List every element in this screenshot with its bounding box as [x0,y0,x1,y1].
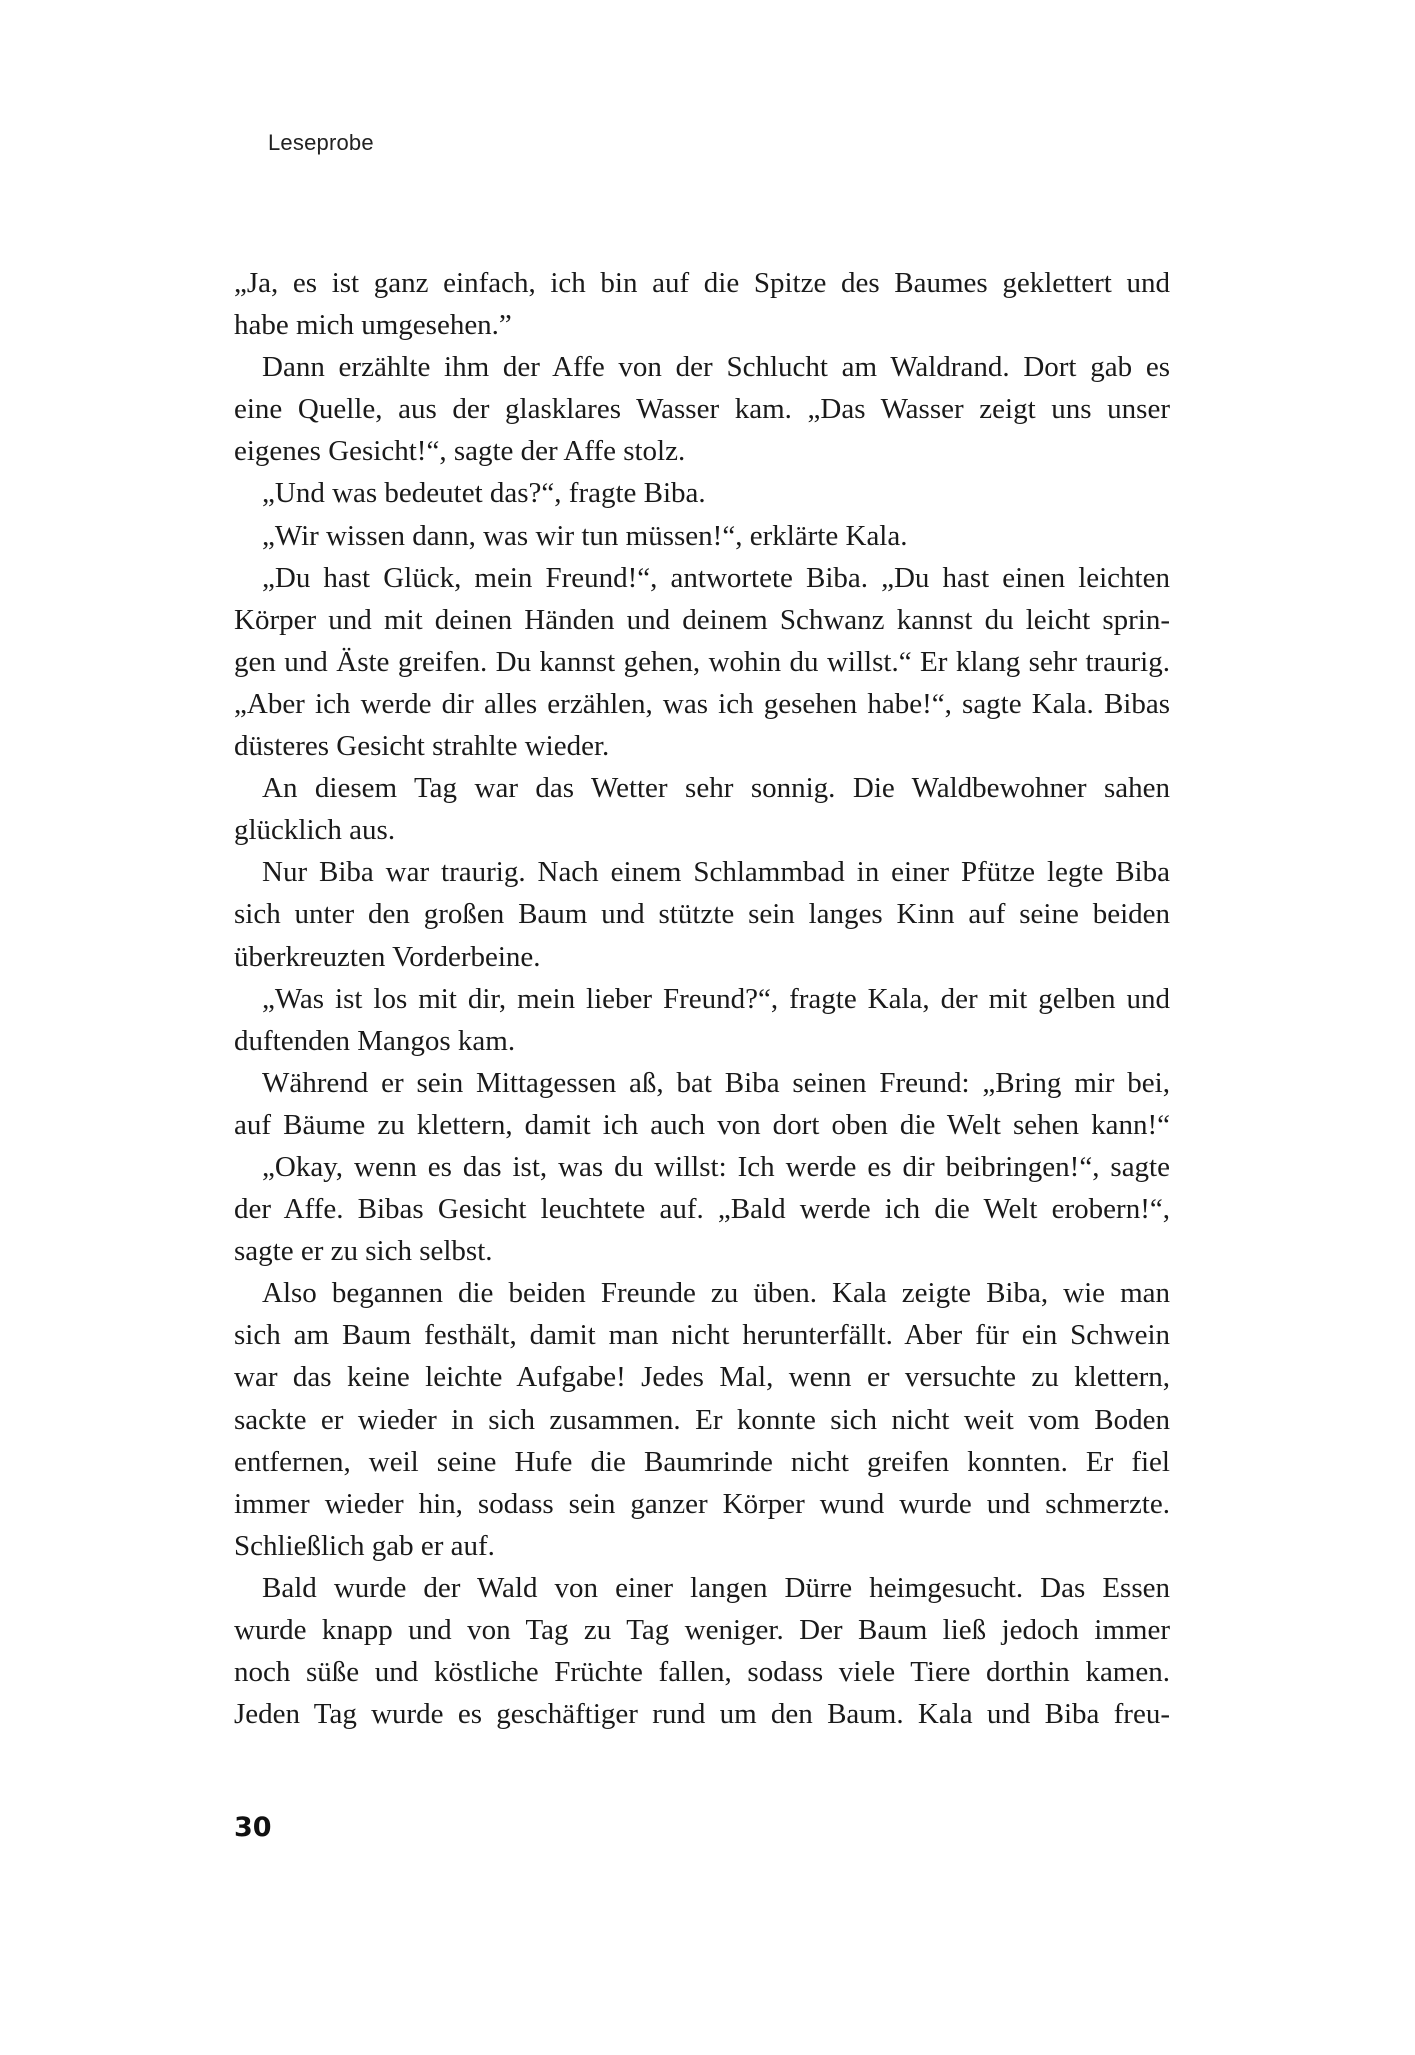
text-line: „Ja, es ist ganz einfach, ich bin auf die Spitze des Baumes geklettert und [234,267,1170,299]
text-line: Schließlich gab er auf. [234,1529,495,1562]
text-line: auf Bäume zu klettern, damit ich auch von dort oben die Welt sehen kann!“ [234,1108,1170,1141]
text-line: noch süße und köstliche Früchte fallen, sodass viele Tiere dorthin kamen. [234,1656,1170,1689]
text-line: habe mich umgesehen.” [234,309,512,342]
text-line: Also begannen die beiden Freunde zu üben. Kala zeigte Biba, wie man [262,1277,1170,1310]
text-line: Bald wurde der Wald von einer langen Dürre heimgesucht. Das Essen [262,1571,1170,1604]
text-line: glücklich aus. [234,814,396,847]
text-line: war das keine leichte Aufgabe! Jedes Mal, wenn er versuchte zu klettern, [234,1361,1170,1394]
text-line: Dann erzählte ihm der Affe von der Schlucht am Waldrand. Dort gab es [262,351,1170,384]
text-line: eigenes Gesicht!“, sagte der Affe stolz. [234,435,686,468]
text-line: An diesem Tag war das Wetter sehr sonnig. Die Waldbewohner sahen [262,772,1170,805]
text-line: „Okay, wenn es das ist, was du willst: Ich werde es dir beibringen!“, sagte [262,1150,1170,1183]
text-line: sich am Baum festhält, damit man nicht herunterfällt. Aber für ein Schwein [234,1319,1170,1352]
text-line: entfernen, weil seine Hufe die Baumrinde nicht greifen konnten. Er fiel [234,1445,1170,1478]
text-line: „Was ist los mit dir, mein lieber Freund?“, fragte Kala, der mit gelben und [262,982,1170,1015]
text-line: duftenden Mangos kam. [234,1024,516,1057]
text-line: „Wir wissen dann, was wir tun müssen!“, erklärte Kala. [262,519,908,552]
text-line: Während er sein Mittagessen aß, bat Biba seinen Freund: „Bring mir bei, [262,1066,1170,1099]
page-number: 30 [234,1812,272,1843]
text-line: „Aber ich werde dir alles erzählen, was ich gesehen habe!“, sagte Kala. Bibas [234,687,1170,720]
text-line: gen und Äste greifen. Du kannst gehen, wohin du willst.“ Er klang sehr traurig. [234,645,1170,678]
text-line: immer wieder hin, sodass sein ganzer Körper wund wurde und schmerzte. [234,1487,1170,1520]
text-line: „Und was bedeutet das?“, fragte Biba. [262,477,706,510]
text-line: Nur Biba war traurig. Nach einem Schlammbad in einer Pfütze legte Biba [262,856,1170,889]
text-line: sackte er wieder in sich zusammen. Er konnte sich nicht weit vom Boden [234,1403,1170,1436]
text-line: „Du hast Glück, mein Freund!“, antwortete Biba. „Du hast einen leichten [262,561,1170,594]
text-line: sich unter den großen Baum und stützte sein langes Kinn auf seine beiden [234,898,1170,931]
text-line: düsteres Gesicht strahlte wieder. [234,730,610,763]
text-line: wurde knapp und von Tag zu Tag weniger. Der Baum ließ jedoch immer [234,1614,1170,1646]
text-line: sagte er zu sich selbst. [234,1235,493,1268]
text-line: Körper und mit deinen Händen und deinem Schwanz kannst du leicht sprin- [234,603,1170,636]
text-line: überkreuzten Vorderbeine. [234,940,541,973]
text-line: Jeden Tag wurde es geschäftiger rund um den Baum. Kala und Biba freu- [234,1698,1170,1731]
text-line: der Affe. Bibas Gesicht leuchtete auf. „Bald werde ich die Welt erobern!“, [234,1193,1170,1226]
running-head: Leseprobe [268,130,374,155]
body-text [234,262,1170,1735]
text-line: eine Quelle, aus der glasklares Wasser kam. „Das Wasser zeigt uns unser [234,393,1170,426]
